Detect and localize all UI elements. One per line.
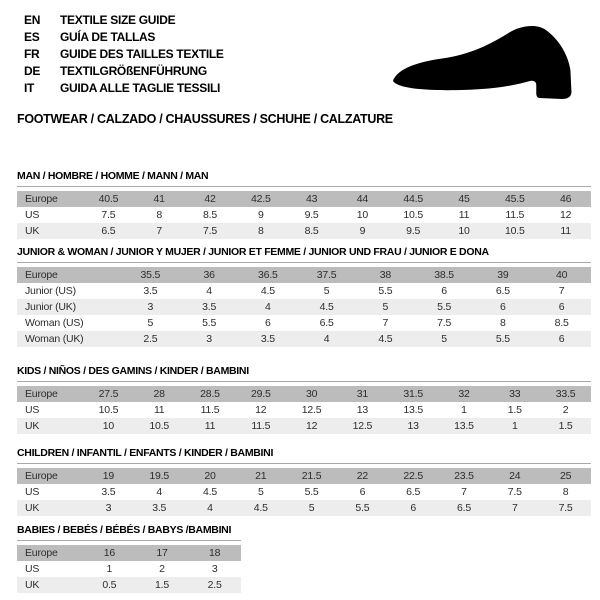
row-label: Europe xyxy=(17,267,121,283)
size-value: 5 xyxy=(257,486,264,498)
size-value: 0.5 xyxy=(83,577,136,593)
size-value: 13.5 xyxy=(403,404,423,416)
size-value: 11.5 xyxy=(200,404,220,416)
size-value: 12.5 xyxy=(301,404,322,416)
size-value: 4 xyxy=(206,285,212,297)
size-table-section xyxy=(17,447,591,516)
size-value: 17 xyxy=(136,545,189,561)
language-code: FR xyxy=(24,46,40,61)
size-value: 8.5 xyxy=(286,223,337,239)
size-value: 13 xyxy=(356,404,369,416)
size-value: 11 xyxy=(185,418,236,434)
size-value: 10.5 xyxy=(403,209,423,221)
table-wrapper xyxy=(17,463,591,516)
size-value: 7.5 xyxy=(185,223,236,239)
size-value: 20 xyxy=(185,468,236,484)
size-value: 5.5 xyxy=(202,317,217,329)
table-row xyxy=(17,484,591,500)
size-value: 4 xyxy=(156,486,163,498)
language-label: TEXTILE SIZE GUIDE xyxy=(60,12,176,27)
size-value: 8.5 xyxy=(554,317,569,329)
table-wrapper xyxy=(17,381,591,434)
size-value: 7 xyxy=(489,500,540,516)
size-value: 3.5 xyxy=(101,486,116,498)
size-value: 4 xyxy=(185,500,236,516)
size-value: 4 xyxy=(297,331,356,347)
size-value: 9.5 xyxy=(304,209,319,221)
size-value: 40.5 xyxy=(83,191,134,207)
size-value: 6.5 xyxy=(495,285,510,297)
row-label: US xyxy=(25,563,40,575)
table-row xyxy=(17,331,591,347)
size-value: 2.5 xyxy=(121,331,180,347)
size-value: 8 xyxy=(235,223,286,239)
row-label: Woman (US) xyxy=(25,317,84,329)
row-label: Junior (UK) xyxy=(17,299,121,315)
size-value: 7.5 xyxy=(540,500,591,516)
size-value: 10 xyxy=(83,418,134,434)
category-title: FOOTWEAR / CALZADO / CHAUSSURES / SCHUHE / CALZATURE xyxy=(17,112,393,126)
size-value: 12 xyxy=(286,418,337,434)
table-title: MAN / HOMBRE / HOMME / MANN / MAN xyxy=(17,170,209,182)
row-label: Europe xyxy=(17,468,83,484)
size-value: 5 xyxy=(147,317,154,329)
size-value: 10 xyxy=(356,209,369,221)
table-row xyxy=(17,315,591,331)
size-value: 36 xyxy=(180,267,239,283)
size-value: 5.5 xyxy=(415,299,474,315)
size-value: 12.5 xyxy=(337,418,388,434)
row-label: UK xyxy=(17,418,83,434)
size-value: 10.5 xyxy=(489,223,540,239)
size-value: 6 xyxy=(359,486,366,498)
size-table xyxy=(17,386,591,434)
size-tables xyxy=(17,0,591,600)
table-title: BABIES / BEBÉS / BÉBÉS / BABYS /BAMBINI xyxy=(17,524,232,536)
table-row xyxy=(17,207,591,223)
size-value: 1 xyxy=(461,404,467,416)
table-wrapper xyxy=(17,262,591,347)
language-code: ES xyxy=(24,29,40,44)
size-value: 4.5 xyxy=(297,299,356,315)
row-label: Europe xyxy=(17,386,83,402)
table-row xyxy=(17,545,241,561)
table-row xyxy=(17,191,591,207)
table-wrapper xyxy=(17,186,591,239)
size-value: 6.5 xyxy=(439,500,490,516)
size-value: 11.5 xyxy=(235,418,286,434)
size-value: 25 xyxy=(540,468,591,484)
size-value: 1.5 xyxy=(136,577,189,593)
size-value: 3 xyxy=(83,500,134,516)
table-row xyxy=(17,299,591,315)
size-value: 31 xyxy=(337,386,388,402)
size-value: 7 xyxy=(461,486,467,498)
size-value: 30 xyxy=(286,386,337,402)
size-value: 2 xyxy=(562,404,569,416)
size-value: 28.5 xyxy=(185,386,236,402)
size-value: 4 xyxy=(239,299,298,315)
size-value: 33 xyxy=(489,386,540,402)
size-value: 21.5 xyxy=(286,468,337,484)
size-value: 16 xyxy=(83,545,136,561)
row-label: Europe xyxy=(17,545,83,561)
size-value: 4.5 xyxy=(356,331,415,347)
size-value: 8 xyxy=(500,317,506,329)
size-value: 6 xyxy=(532,299,591,315)
size-value: 44 xyxy=(337,191,388,207)
size-value: 2 xyxy=(159,563,165,575)
language-code: IT xyxy=(24,80,35,95)
size-value: 3.5 xyxy=(239,331,298,347)
size-value: 7 xyxy=(134,223,185,239)
language-code: DE xyxy=(24,63,41,78)
size-table xyxy=(17,267,591,347)
row-label: UK xyxy=(17,577,83,593)
size-value: 4.5 xyxy=(235,500,286,516)
size-value: 2.5 xyxy=(188,577,241,593)
size-value: 44.5 xyxy=(388,191,439,207)
size-table xyxy=(17,191,591,239)
size-value: 6 xyxy=(474,299,533,315)
row-label: US xyxy=(25,209,40,221)
size-value: 21 xyxy=(235,468,286,484)
size-value: 6 xyxy=(265,317,271,329)
size-value: 7 xyxy=(382,317,389,329)
size-value: 10 xyxy=(439,223,490,239)
size-value: 4.5 xyxy=(260,285,275,297)
size-value: 27.5 xyxy=(83,386,134,402)
size-value: 5.5 xyxy=(337,500,388,516)
size-value: 43 xyxy=(286,191,337,207)
size-value: 29.5 xyxy=(235,386,286,402)
size-value: 42 xyxy=(185,191,236,207)
size-value: 8 xyxy=(562,486,569,498)
size-value: 5.5 xyxy=(378,285,393,297)
size-value: 45 xyxy=(439,191,490,207)
size-value: 11 xyxy=(458,209,470,221)
size-value: 45.5 xyxy=(489,191,540,207)
size-table xyxy=(17,468,591,516)
size-value: 22.5 xyxy=(388,468,439,484)
row-label: Woman (UK) xyxy=(17,331,121,347)
size-value: 40 xyxy=(532,267,591,283)
size-value: 37.5 xyxy=(297,267,356,283)
size-value: 6.5 xyxy=(319,317,334,329)
size-value: 11.5 xyxy=(505,209,525,221)
size-value: 41 xyxy=(134,191,185,207)
table-row xyxy=(17,283,591,299)
row-label: US xyxy=(25,404,40,416)
language-code: EN xyxy=(24,12,41,27)
size-value: 7.5 xyxy=(101,209,116,221)
size-value: 10.5 xyxy=(98,404,119,416)
size-value: 32 xyxy=(439,386,490,402)
size-value: 6.5 xyxy=(83,223,134,239)
size-value: 38.5 xyxy=(415,267,474,283)
size-value: 3.5 xyxy=(143,285,158,297)
size-value: 5 xyxy=(286,500,337,516)
size-value: 1 xyxy=(489,418,540,434)
size-value: 11 xyxy=(540,223,591,239)
size-value: 3.5 xyxy=(134,500,185,516)
size-value: 11 xyxy=(153,404,165,416)
size-value: 5.5 xyxy=(474,331,533,347)
row-label: Junior (US) xyxy=(25,285,76,297)
size-table-section xyxy=(17,365,591,434)
size-value: 9 xyxy=(337,223,388,239)
size-value: 3 xyxy=(121,299,180,315)
row-label: UK xyxy=(17,223,83,239)
size-value: 28 xyxy=(134,386,185,402)
table-row xyxy=(17,468,591,484)
size-value: 6 xyxy=(388,500,439,516)
size-value: 5 xyxy=(356,299,415,315)
size-value: 13.5 xyxy=(439,418,490,434)
table-row xyxy=(17,577,241,593)
size-value: 8 xyxy=(156,209,163,221)
size-value: 8.5 xyxy=(202,209,217,221)
size-value: 38 xyxy=(356,267,415,283)
size-value: 13 xyxy=(388,418,439,434)
size-value: 12 xyxy=(559,209,572,221)
size-value: 4.5 xyxy=(202,486,217,498)
size-value: 9.5 xyxy=(388,223,439,239)
size-value: 10.5 xyxy=(134,418,185,434)
size-value: 31.5 xyxy=(388,386,439,402)
size-value: 22 xyxy=(337,468,388,484)
language-label: GUIDE DES TAILLES TEXTILE xyxy=(60,46,224,61)
table-row xyxy=(17,386,591,402)
size-table-section xyxy=(17,246,591,347)
size-value: 39 xyxy=(474,267,533,283)
table-row xyxy=(17,500,591,516)
table-title: KIDS / NIÑOS / DES GAMINS / KINDER / BAMBINI xyxy=(17,365,249,377)
language-label: TEXTILGRÖßENFÜHRUNG xyxy=(60,63,207,78)
size-value: 12 xyxy=(255,404,267,416)
table-row xyxy=(17,267,591,283)
size-value: 3 xyxy=(211,563,218,575)
language-label: GUÍA DE TALLAS xyxy=(60,29,156,44)
size-value: 5.5 xyxy=(304,486,319,498)
size-value: 1.5 xyxy=(507,404,522,416)
row-label: US xyxy=(25,486,40,498)
table-row xyxy=(17,223,591,239)
size-value: 3 xyxy=(180,331,239,347)
size-value: 35.5 xyxy=(121,267,180,283)
size-value: 5 xyxy=(415,331,474,347)
size-value: 7 xyxy=(558,285,565,297)
size-value: 3.5 xyxy=(180,299,239,315)
size-table xyxy=(17,545,241,593)
size-value: 5 xyxy=(323,285,330,297)
table-title: JUNIOR & WOMAN / JUNIOR Y MUJER / JUNIOR ET FEMME / JUNIOR UND FRAU / JUNIOR E DONA xyxy=(17,246,489,258)
size-value: 36.5 xyxy=(239,267,298,283)
table-title: CHILDREN / INFANTIL / ENFANTS / KINDER / BAMBINI xyxy=(17,447,274,459)
size-value: 9 xyxy=(257,209,264,221)
size-value: 23.5 xyxy=(439,468,490,484)
table-row xyxy=(17,561,241,577)
size-value: 1.5 xyxy=(540,418,591,434)
size-table-section xyxy=(17,170,591,239)
row-label: Europe xyxy=(17,191,83,207)
size-value: 6.5 xyxy=(406,486,421,498)
size-value: 24 xyxy=(489,468,540,484)
table-wrapper xyxy=(17,540,241,593)
size-value: 19 xyxy=(83,468,134,484)
size-value: 7.5 xyxy=(507,486,522,498)
size-value: 6 xyxy=(532,331,591,347)
language-label: GUIDA ALLE TAGLIE TESSILI xyxy=(60,80,221,95)
table-row xyxy=(17,402,591,418)
table-row xyxy=(17,418,591,434)
size-value: 18 xyxy=(188,545,241,561)
size-value: 7.5 xyxy=(437,317,452,329)
size-value: 33.5 xyxy=(540,386,591,402)
size-value: 1 xyxy=(106,563,113,575)
size-value: 42.5 xyxy=(235,191,286,207)
row-label: UK xyxy=(17,500,83,516)
size-value: 19.5 xyxy=(134,468,185,484)
size-table-section xyxy=(17,524,241,593)
size-value: 46 xyxy=(540,191,591,207)
size-value: 6 xyxy=(441,285,447,297)
